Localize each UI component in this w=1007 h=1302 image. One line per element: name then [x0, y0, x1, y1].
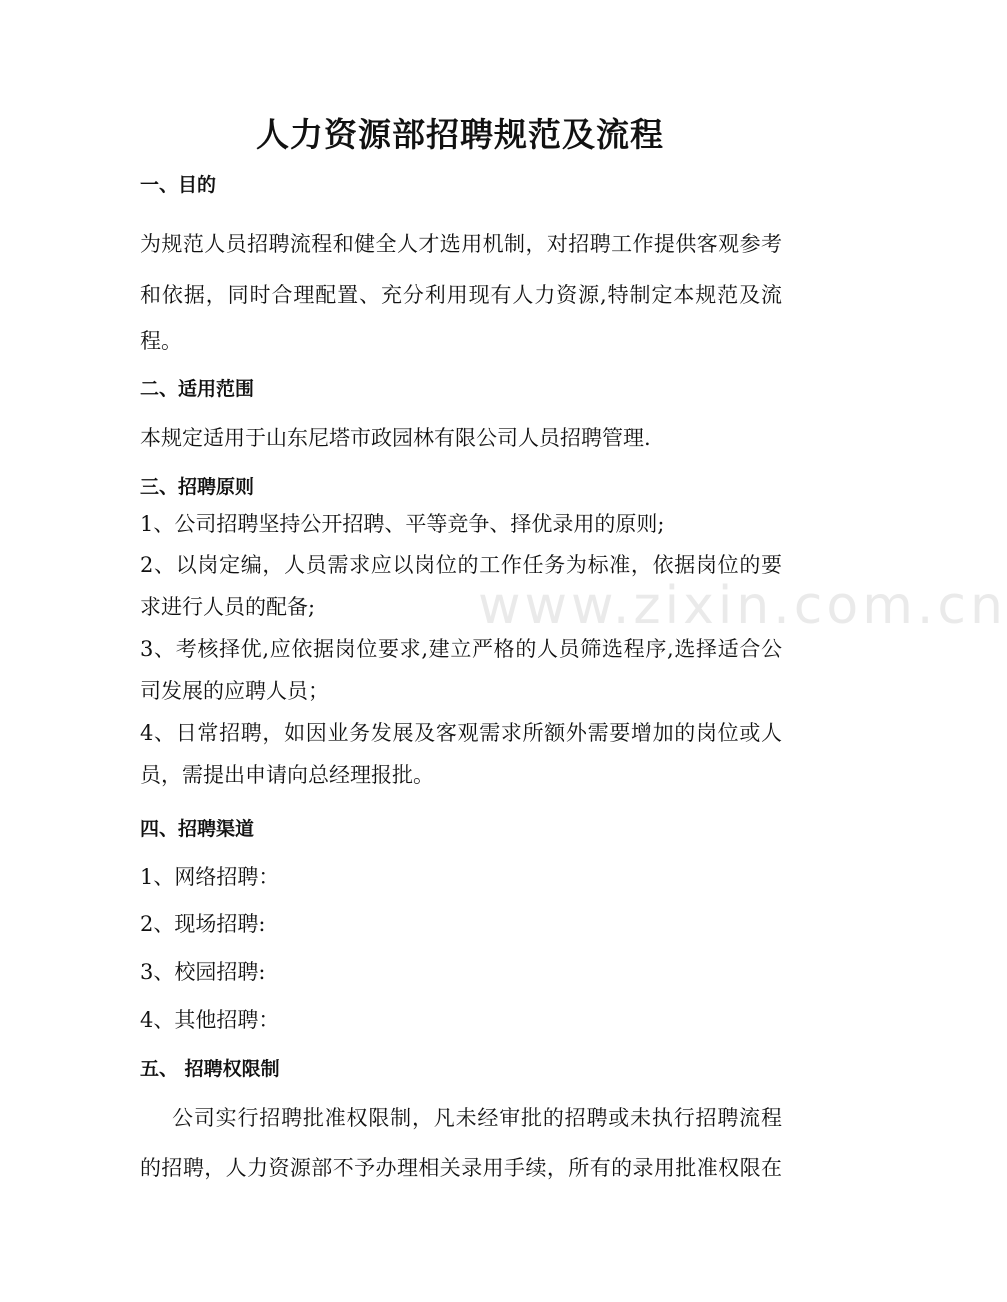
list-item: 1、公司招聘坚持公开招聘、平等竞争、择优录用的原则; — [140, 512, 665, 536]
list-item: 3、校园招聘: — [140, 960, 266, 984]
list-item: 1、网络招聘： — [140, 865, 280, 889]
list-item: 3、考核择优,应依据岗位要求,建立严格的人员筛选程序,选择适合公 — [140, 637, 782, 661]
list-item: 2、现场招聘: — [140, 912, 266, 936]
paragraph-line: 和依据，同时合理配置、充分利用现有人力资源,特制定本规范及流 — [140, 283, 782, 307]
list-item: 4、其他招聘： — [140, 1008, 280, 1032]
paragraph-line: 公司实行招聘批准权限制，凡未经审批的招聘或未执行招聘流程 — [172, 1106, 782, 1130]
watermark: www.zixin.com.cn — [478, 576, 1007, 636]
section-heading-purpose: 一、目的 — [140, 174, 217, 196]
list-item: 2、以岗定编，人员需求应以岗位的工作任务为标准，依据岗位的要 — [140, 553, 782, 577]
paragraph-line: 为规范人员招聘流程和健全人才选用机制，对招聘工作提供客观参考 — [140, 232, 782, 256]
section-heading-principles: 三、招聘原则 — [140, 476, 255, 498]
section-heading-scope: 二、适用范围 — [140, 378, 255, 400]
list-item: 4、日常招聘，如因业务发展及客观需求所额外需要增加的岗位或人 — [140, 721, 782, 745]
paragraph-line: 的招聘，人力资源部不予办理相关录用手续，所有的录用批准权限在 — [140, 1156, 782, 1180]
list-item-continuation: 司发展的应聘人员； — [140, 679, 329, 703]
list-item-continuation: 员，需提出申请向总经理报批。 — [140, 763, 434, 787]
document-title: 人力资源部招聘规范及流程 — [256, 115, 664, 154]
paragraph-line: 本规定适用于山东尼塔市政园林有限公司人员招聘管理. — [140, 426, 651, 450]
section-heading-authority: 五、 招聘权限制 — [140, 1058, 280, 1080]
list-item-continuation: 求进行人员的配备; — [140, 595, 316, 619]
paragraph-line: 程。 — [140, 329, 182, 353]
section-heading-channels: 四、招聘渠道 — [140, 818, 255, 840]
